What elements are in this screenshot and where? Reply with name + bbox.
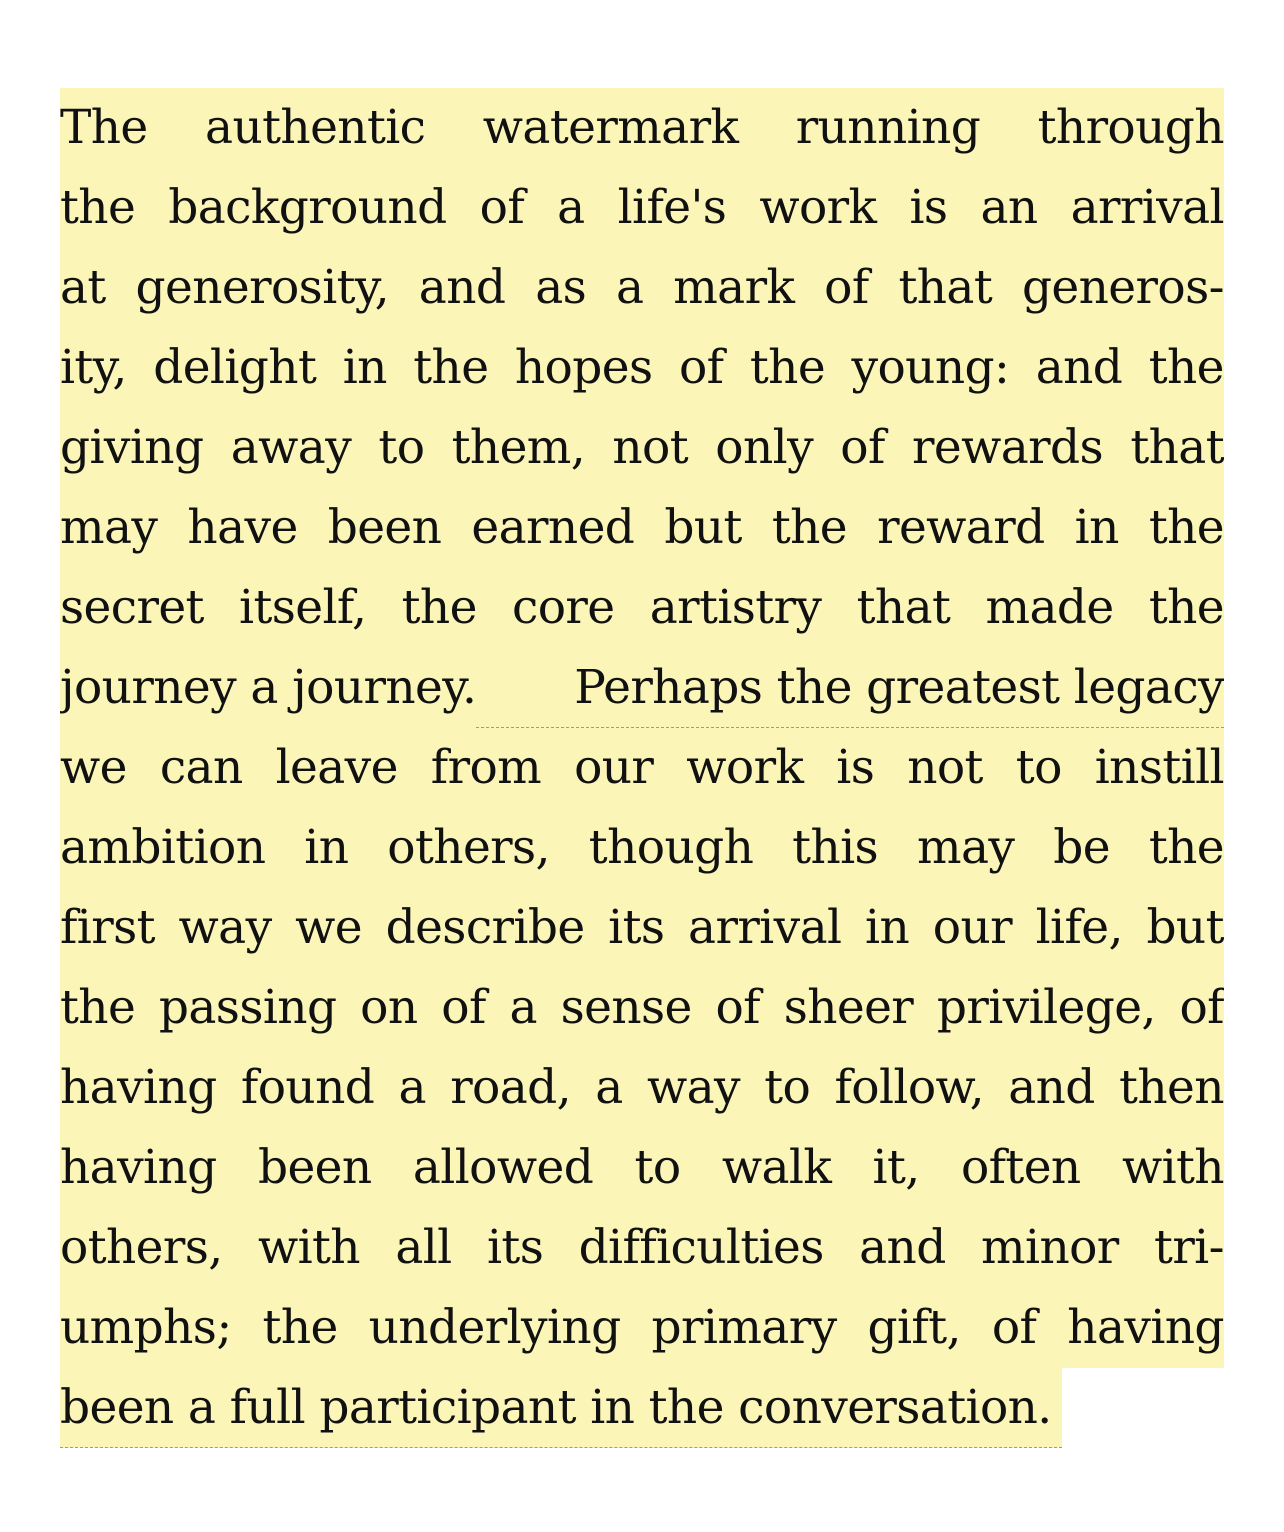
note-underlined-segment[interactable]: Perhaps the greatest legacy xyxy=(476,648,1224,728)
highlight-line-2: the background of a life's work is an arrival xyxy=(60,168,1224,248)
note-underlined-line-8[interactable]: umphs; the underlying primary gift, of having xyxy=(60,1288,1224,1368)
note-line xyxy=(60,728,1224,808)
text-line xyxy=(60,88,1224,168)
text-line xyxy=(60,488,1224,568)
text-line xyxy=(60,408,1224,488)
note-underlined-last-line[interactable]: been a full participant in the conversation. xyxy=(60,1368,1062,1448)
highlight-segment: journey a journey. xyxy=(60,660,477,715)
note-underlined-line-3[interactable]: first way we describe its arrival in our life, but xyxy=(60,888,1224,968)
highlight-line-6: may have been earned but the reward in the xyxy=(60,488,1224,568)
note-underlined-line-4[interactable]: the passing on of a sense of sheer privilege, of xyxy=(60,968,1224,1048)
highlight-line-1: The authentic watermark running through xyxy=(60,88,1224,168)
note-line xyxy=(60,1208,1224,1288)
note-line xyxy=(60,1048,1224,1128)
note-line xyxy=(60,968,1224,1048)
note-line xyxy=(60,808,1224,888)
text-line-split xyxy=(60,648,1224,728)
note-line xyxy=(60,888,1224,968)
highlight-line-7: secret itself, the core artistry that made the xyxy=(60,568,1224,648)
split-highlight xyxy=(60,648,1224,728)
note-underlined-line-6[interactable]: having been allowed to walk it, often with xyxy=(60,1128,1224,1208)
highlight-line-4: ity, delight in the hopes of the young: and the xyxy=(60,328,1224,408)
note-underlined-line-1[interactable]: we can leave from our work is not to instill xyxy=(60,728,1224,808)
highlight-line-5: giving away to them, not only of rewards that xyxy=(60,408,1224,488)
text-line xyxy=(60,328,1224,408)
note-underlined-line-7[interactable]: others, with all its difficulties and minor tri- xyxy=(60,1208,1224,1288)
last-line xyxy=(60,1368,1224,1448)
text-line xyxy=(60,568,1224,648)
highlight-line-3: at generosity, and as a mark of that generos- xyxy=(60,248,1224,328)
note-line xyxy=(60,1128,1224,1208)
note-underlined-line-5[interactable]: having found a road, a way to follow, and then xyxy=(60,1048,1224,1128)
text-line xyxy=(60,168,1224,248)
text-line xyxy=(60,248,1224,328)
note-line xyxy=(60,1288,1224,1368)
highlighted-passage[interactable] xyxy=(60,88,1224,1448)
note-underlined-line-2[interactable]: ambition in others, though this may be the xyxy=(60,808,1224,888)
